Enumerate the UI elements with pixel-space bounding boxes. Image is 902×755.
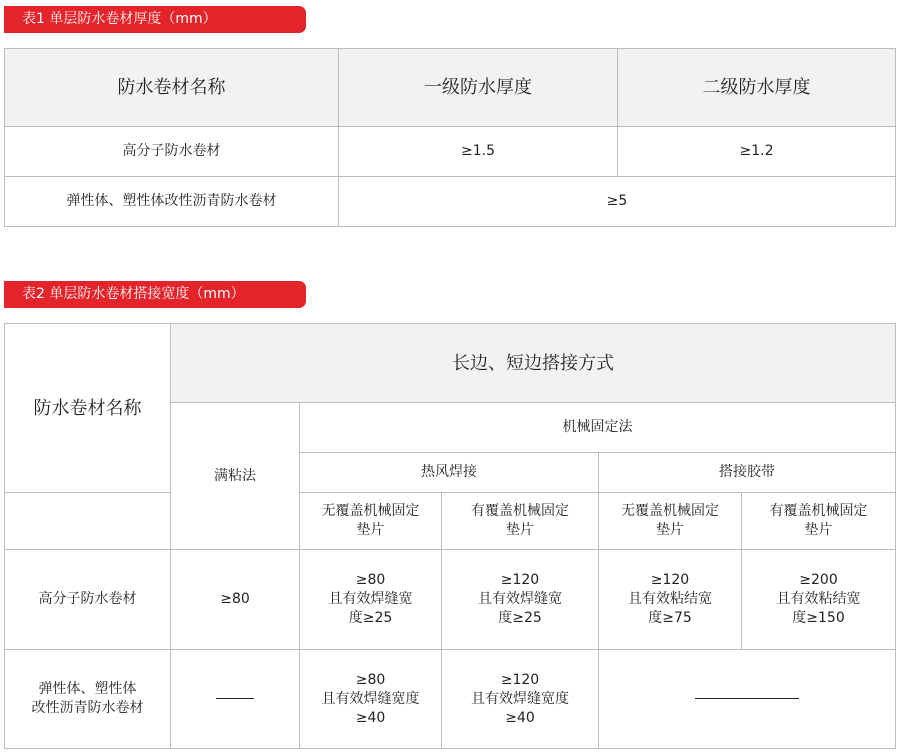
- subheader-uncovered-washer: 无覆盖机械固定 垫片: [599, 493, 742, 550]
- table-row: [5, 127, 896, 177]
- header-material-name: 防水卷材名称: [5, 324, 171, 493]
- row-full-adhesion-value: [171, 650, 300, 749]
- table1-caption: 表1 单层防水卷材厚度（mm）: [4, 6, 306, 33]
- dash-not-applicable: [216, 698, 254, 699]
- row-value: ≥120 且有效焊缝宽 度≥25: [442, 550, 599, 650]
- subheader-uncovered-washer: 无覆盖机械固定 垫片: [300, 493, 442, 550]
- header-material-name-cont: [5, 493, 171, 550]
- table-row: [5, 650, 896, 749]
- row-value: ≥120 且有效焊缝宽度 ≥40: [442, 650, 599, 749]
- row-full-adhesion-value: ≥80: [171, 550, 300, 650]
- row-value: ≥80 且有效焊缝宽 度≥25: [300, 550, 442, 650]
- subheader-covered-washer: 有覆盖机械固定 垫片: [442, 493, 599, 550]
- row-material-name: 高分子防水卷材: [5, 127, 339, 177]
- row-tape-merged-value: [599, 650, 896, 749]
- thickness-table: [4, 48, 896, 227]
- row-material-name: 高分子防水卷材: [5, 550, 171, 650]
- table2-caption: 表2 单层防水卷材搭接宽度（mm）: [4, 281, 306, 308]
- subheader-covered-washer: 有覆盖机械固定 垫片: [742, 493, 896, 550]
- row-value: ≥200 且有效粘结宽 度≥150: [742, 550, 896, 650]
- header-overlap-method: 长边、短边搭接方式: [171, 324, 896, 403]
- table-row: [5, 550, 896, 650]
- row-value: ≥120 且有效粘结宽 度≥75: [599, 550, 742, 650]
- table-row: [5, 177, 896, 227]
- header-full-adhesion: 满粘法: [171, 403, 300, 550]
- header-overlap-tape: 搭接胶带: [599, 453, 896, 493]
- row-level2-value: ≥1.2: [618, 127, 896, 177]
- dash-not-applicable: [695, 698, 799, 699]
- header-hot-air-welding: 热风焊接: [300, 453, 599, 493]
- row-value: ≥80 且有效焊缝宽度 ≥40: [300, 650, 442, 749]
- row-material-name: 弹性体、塑性体改性沥青防水卷材: [5, 177, 339, 227]
- overlap-width-table: [4, 323, 896, 749]
- header-material-name: 防水卷材名称: [5, 49, 339, 127]
- header-level1-thickness: 一级防水厚度: [339, 49, 618, 127]
- row-material-name: 弹性体、塑性体 改性沥青防水卷材: [5, 650, 171, 749]
- header-level2-thickness: 二级防水厚度: [618, 49, 896, 127]
- header-mechanical-fixing: 机械固定法: [300, 403, 896, 453]
- row-level1-value: ≥1.5: [339, 127, 618, 177]
- row-merged-value: ≥5: [339, 177, 896, 227]
